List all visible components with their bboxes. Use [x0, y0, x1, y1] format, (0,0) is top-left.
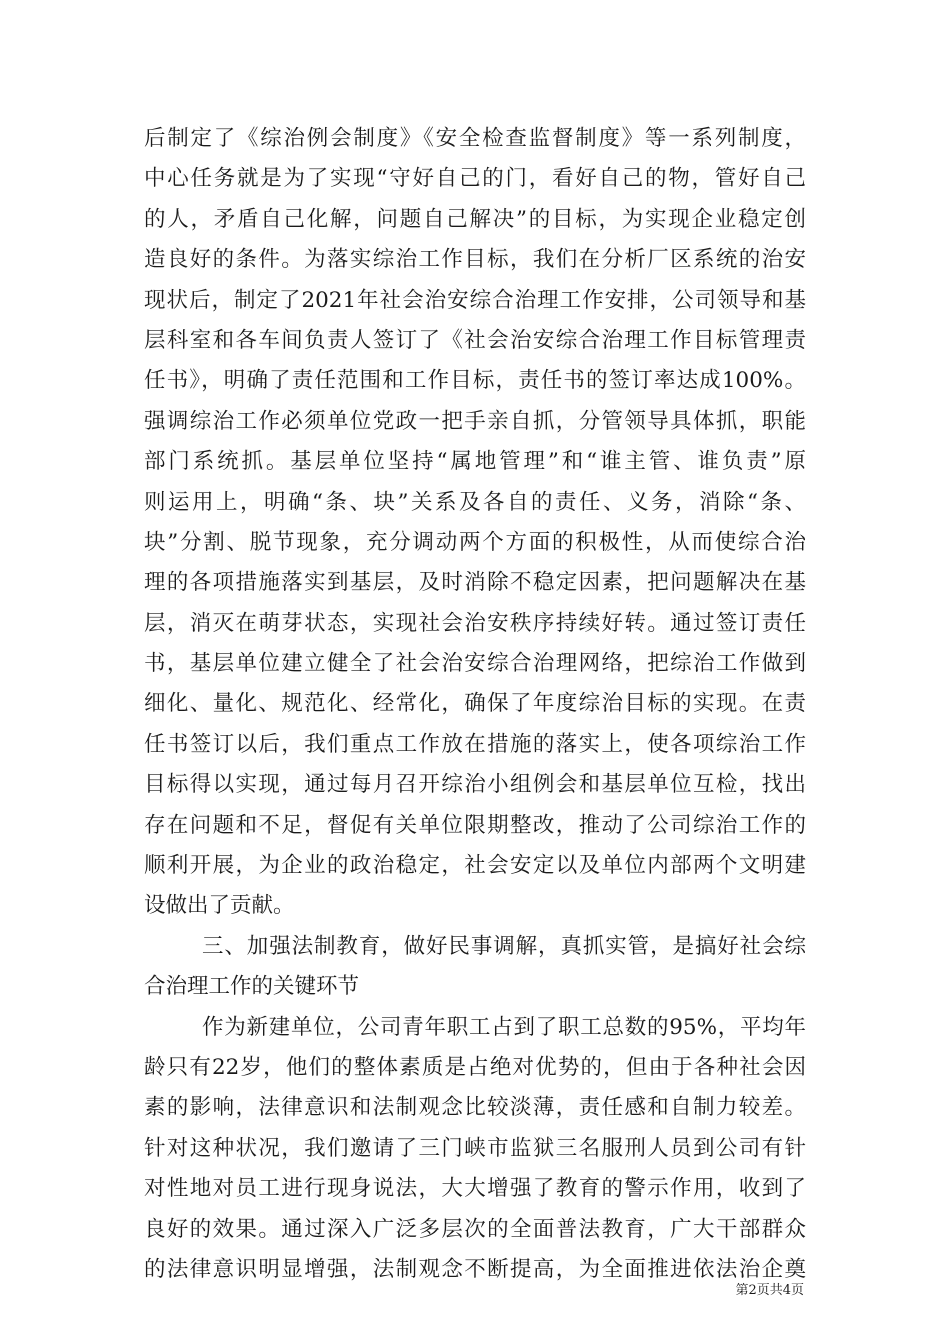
- text-line: 龄只有22岁，他们的整体素质是占绝对优势的，但由于各种社会因: [144, 1054, 806, 1080]
- text-line: 细化、量化、规范化、经常化，确保了年度综治目标的实现。在责: [144, 691, 806, 717]
- text-line: 针对这种状况，我们邀请了三门峡市监狱三名服刑人员到公司有针: [144, 1135, 806, 1161]
- text-line: 部门系统抓。基层单位坚持“属地管理”和“谁主管、谁负责”原: [144, 449, 806, 475]
- text-line: 理的各项措施落实到基层，及时消除不稳定因素，把问题解决在基: [144, 570, 806, 596]
- text-line: 的法律意识明显增强，法制观念不断提高，为全面推进依法治企奠: [144, 1256, 806, 1282]
- text-line: 块”分割、脱节现象，充分调动两个方面的积极性，从而使综合治: [144, 529, 806, 555]
- text-line: 良好的效果。通过深入广泛多层次的全面普法教育，广大干部群众: [144, 1216, 806, 1242]
- text-line: 书，基层单位建立健全了社会治安综合治理网络，把综治工作做到: [144, 651, 806, 677]
- text-line: 造良好的条件。为落实综治工作目标，我们在分析厂区系统的治安: [144, 247, 806, 273]
- text-line: 任书签订以后，我们重点工作放在措施的落实上，使各项综治工作: [144, 731, 806, 757]
- text-line: 作为新建单位，公司青年职工占到了职工总数的95%，平均年: [202, 1014, 806, 1040]
- section-heading-line: 三、加强法制教育，做好民事调解，真抓实管，是搞好社会综: [202, 933, 806, 959]
- text-line: 存在问题和不足，督促有关单位限期整改，推动了公司综治工作的: [144, 812, 806, 838]
- text-line: 顺利开展，为企业的政治稳定，社会安定以及单位内部两个文明建: [144, 853, 806, 879]
- text-line: 则运用上，明确“条、块”关系及各自的责任、义务，消除“条、: [144, 489, 806, 515]
- text-line: 任书》，明确了责任范围和工作目标，责任书的签订率达成100%。: [144, 368, 806, 394]
- page-number: 第2页共4页: [735, 1283, 804, 1298]
- text-line: 后制定了《综治例会制度》《安全检查监督制度》等一系列制度，: [144, 126, 806, 151]
- text-line: 现状后，制定了2021年社会治安综合治理工作安排，公司领导和基: [144, 287, 806, 313]
- section-heading-line: 合治理工作的关键环节: [144, 974, 360, 1000]
- document-body: [144, 119, 806, 1290]
- text-line: 设做出了贡献。: [144, 893, 295, 919]
- text-line: 的人，矛盾自己化解，问题自己解决”的目标，为实现企业稳定创: [144, 206, 806, 232]
- text-line: 对性地对员工进行现身说法，大大增强了教育的警示作用，收到了: [144, 1176, 806, 1202]
- text-line: 素的影响，法律意识和法制观念比较淡薄，责任感和自制力较差。: [144, 1095, 806, 1121]
- text-line: 目标得以实现，通过每月召开综治小组例会和基层单位互检，找出: [144, 772, 806, 798]
- text-line: 中心任务就是为了实现“守好自己的门，看好自己的物，管好自己: [144, 166, 806, 192]
- text-line: 层科室和各车间负责人签订了《社会治安综合治理工作目标管理责: [144, 327, 806, 353]
- text-line: 层，消灭在萌芽状态，实现社会治安秩序持续好转。通过签订责任: [144, 610, 806, 636]
- text-line: 强调综治工作必须单位党政一把手亲自抓，分管领导具体抓，职能: [144, 408, 806, 434]
